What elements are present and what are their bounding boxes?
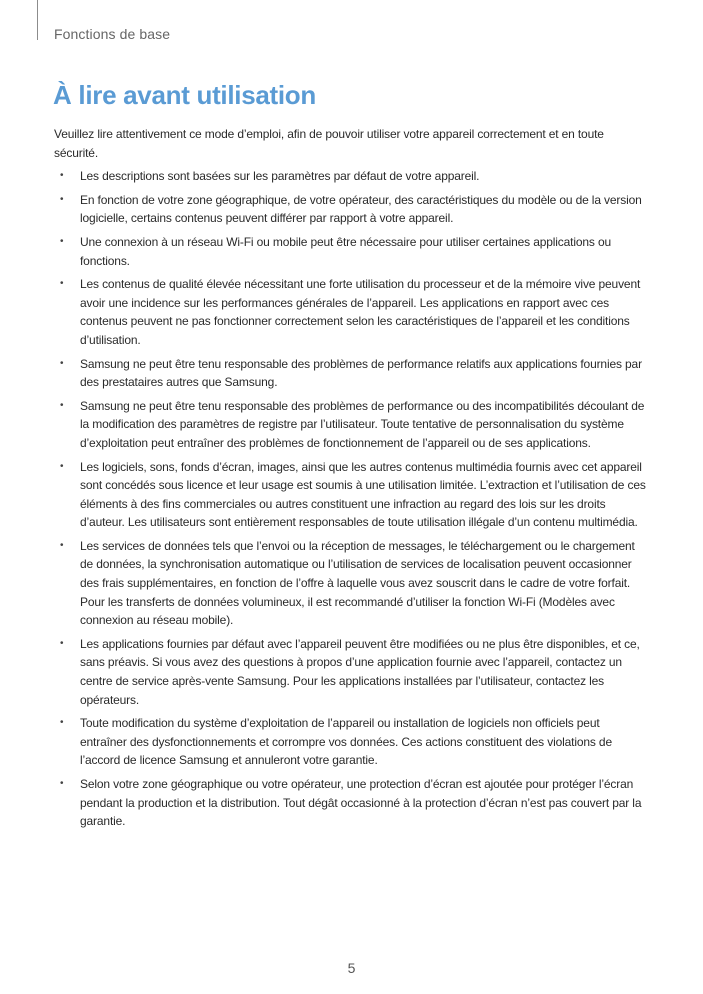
list-item <box>54 775 646 831</box>
list-item-text: Les services de données tels que l’envoi ou la réception de messages, le téléchargement ou le chargement de données, la synchronisation automatique ou l’utilisation de services de localisation peuvent occasionner des frais supplémentaires, en fonction de l’offre à laquelle vous avez souscrit dans le cadre de votre forfait. Pour les transferts de données volumineux, il est recommandé d’utiliser la fonction Wi-Fi (Modèles avec connexion au réseau mobile). <box>80 538 635 628</box>
list-item <box>54 355 646 392</box>
list-item <box>54 167 646 186</box>
list-item <box>54 233 646 270</box>
list-item-text: Samsung ne peut être tenu responsable des problèmes de performance ou des incompatibilités découlant de la modification des paramètres de registre par l’utilisateur. Toute tentative de personnalisation du système d’exploitation peut entraîner des problèmes de fonctionnement de l’appareil ou de ses applications. <box>80 398 645 450</box>
bullet-icon: • <box>60 399 64 411</box>
list-item <box>54 275 646 349</box>
list-item-text: En fonction de votre zone géographique, de votre opérateur, des caractéristiques du modèle ou de la version logicielle, certains contenus peuvent différer par rapport à votre appareil. <box>80 192 642 226</box>
bullet-icon: • <box>60 539 64 551</box>
bullet-icon: • <box>60 460 64 472</box>
list-item <box>54 714 646 770</box>
bullet-icon: • <box>60 637 64 649</box>
precautions-list <box>54 167 646 831</box>
list-item <box>54 537 646 630</box>
bullet-icon: • <box>60 170 64 182</box>
list-item-text: Selon votre zone géographique ou votre opérateur, une protection d’écran est ajoutée pour protéger l’écran pendant la production et la distribution. Tout dégât occasionné à la protection d’écran n’est pas couvert par la garantie. <box>80 777 642 829</box>
page-content <box>54 125 646 836</box>
bullet-icon: • <box>60 235 64 247</box>
list-item <box>54 635 646 709</box>
list-item <box>54 397 646 453</box>
list-item-text: Les contenus de qualité élevée nécessitant une forte utilisation du processeur et de la mémoire vive peuvent avoir une incidence sur les performances générales de l’appareil. Les applications en rapport avec ces contenus peuvent ne pas fonctionner correctement selon les caractéristiques de l’appareil et les conditions d’utilisation. <box>80 277 641 347</box>
section-divider <box>37 0 38 40</box>
intro-paragraph: Veuillez lire attentivement ce mode d’emploi, afin de pouvoir utiliser votre appareil correctement et en toute sécurité. <box>54 127 604 160</box>
list-item-text: Toute modification du système d’exploitation de l’appareil ou installation de logiciels non officiels peut entraîner des dysfonctionnements et corrompre vos données. Ces actions constituent des violations de l’accord de licence Samsung et annuleront votre garantie. <box>80 716 612 768</box>
bullet-icon: • <box>60 193 64 205</box>
list-item-text: Une connexion à un réseau Wi-Fi ou mobile peut être nécessaire pour utiliser certaines applications ou fonctions. <box>80 234 611 268</box>
list-item-text: Samsung ne peut être tenu responsable des problèmes de performance relatifs aux applications fournies par des prestataires autres que Samsung. <box>80 356 642 390</box>
bullet-icon: • <box>60 717 64 729</box>
list-item <box>54 191 646 228</box>
list-item <box>54 458 646 532</box>
list-item-text: Les applications fournies par défaut avec l’appareil peuvent être modifiées ou ne plus être disponibles, et ce, sans préavis. Si vous avez des questions à propos d’une application fournie avec l’appareil, contactez un centre de service après-vente Samsung. Pour les applications installées par l’utilisateur, contactez les opérateurs. <box>80 636 640 707</box>
section-label: Fonctions de base <box>54 26 171 42</box>
bullet-icon: • <box>60 357 64 369</box>
page-title: À lire avant utilisation <box>53 80 316 110</box>
list-item-text: Les logiciels, sons, fonds d’écran, images, ainsi que les autres contenus multimédia fournis avec cet appareil sont concédés sous licence et leur usage est soumis à une utilisation limitée. L’extraction et l’utilisation de ces éléments à des fins commerciales ou autres constituent une infraction au regard des lois sur les droits d’auteur. Les utilisateurs sont entièrement responsables de toute utilisation illégale d’un contenu multimédia. <box>80 459 646 530</box>
bullet-icon: • <box>60 778 64 789</box>
list-item-text: Les descriptions sont basées sur les paramètres par défaut de votre appareil. <box>80 169 480 184</box>
bullet-icon: • <box>60 278 64 290</box>
page-number: 5 <box>347 960 356 976</box>
